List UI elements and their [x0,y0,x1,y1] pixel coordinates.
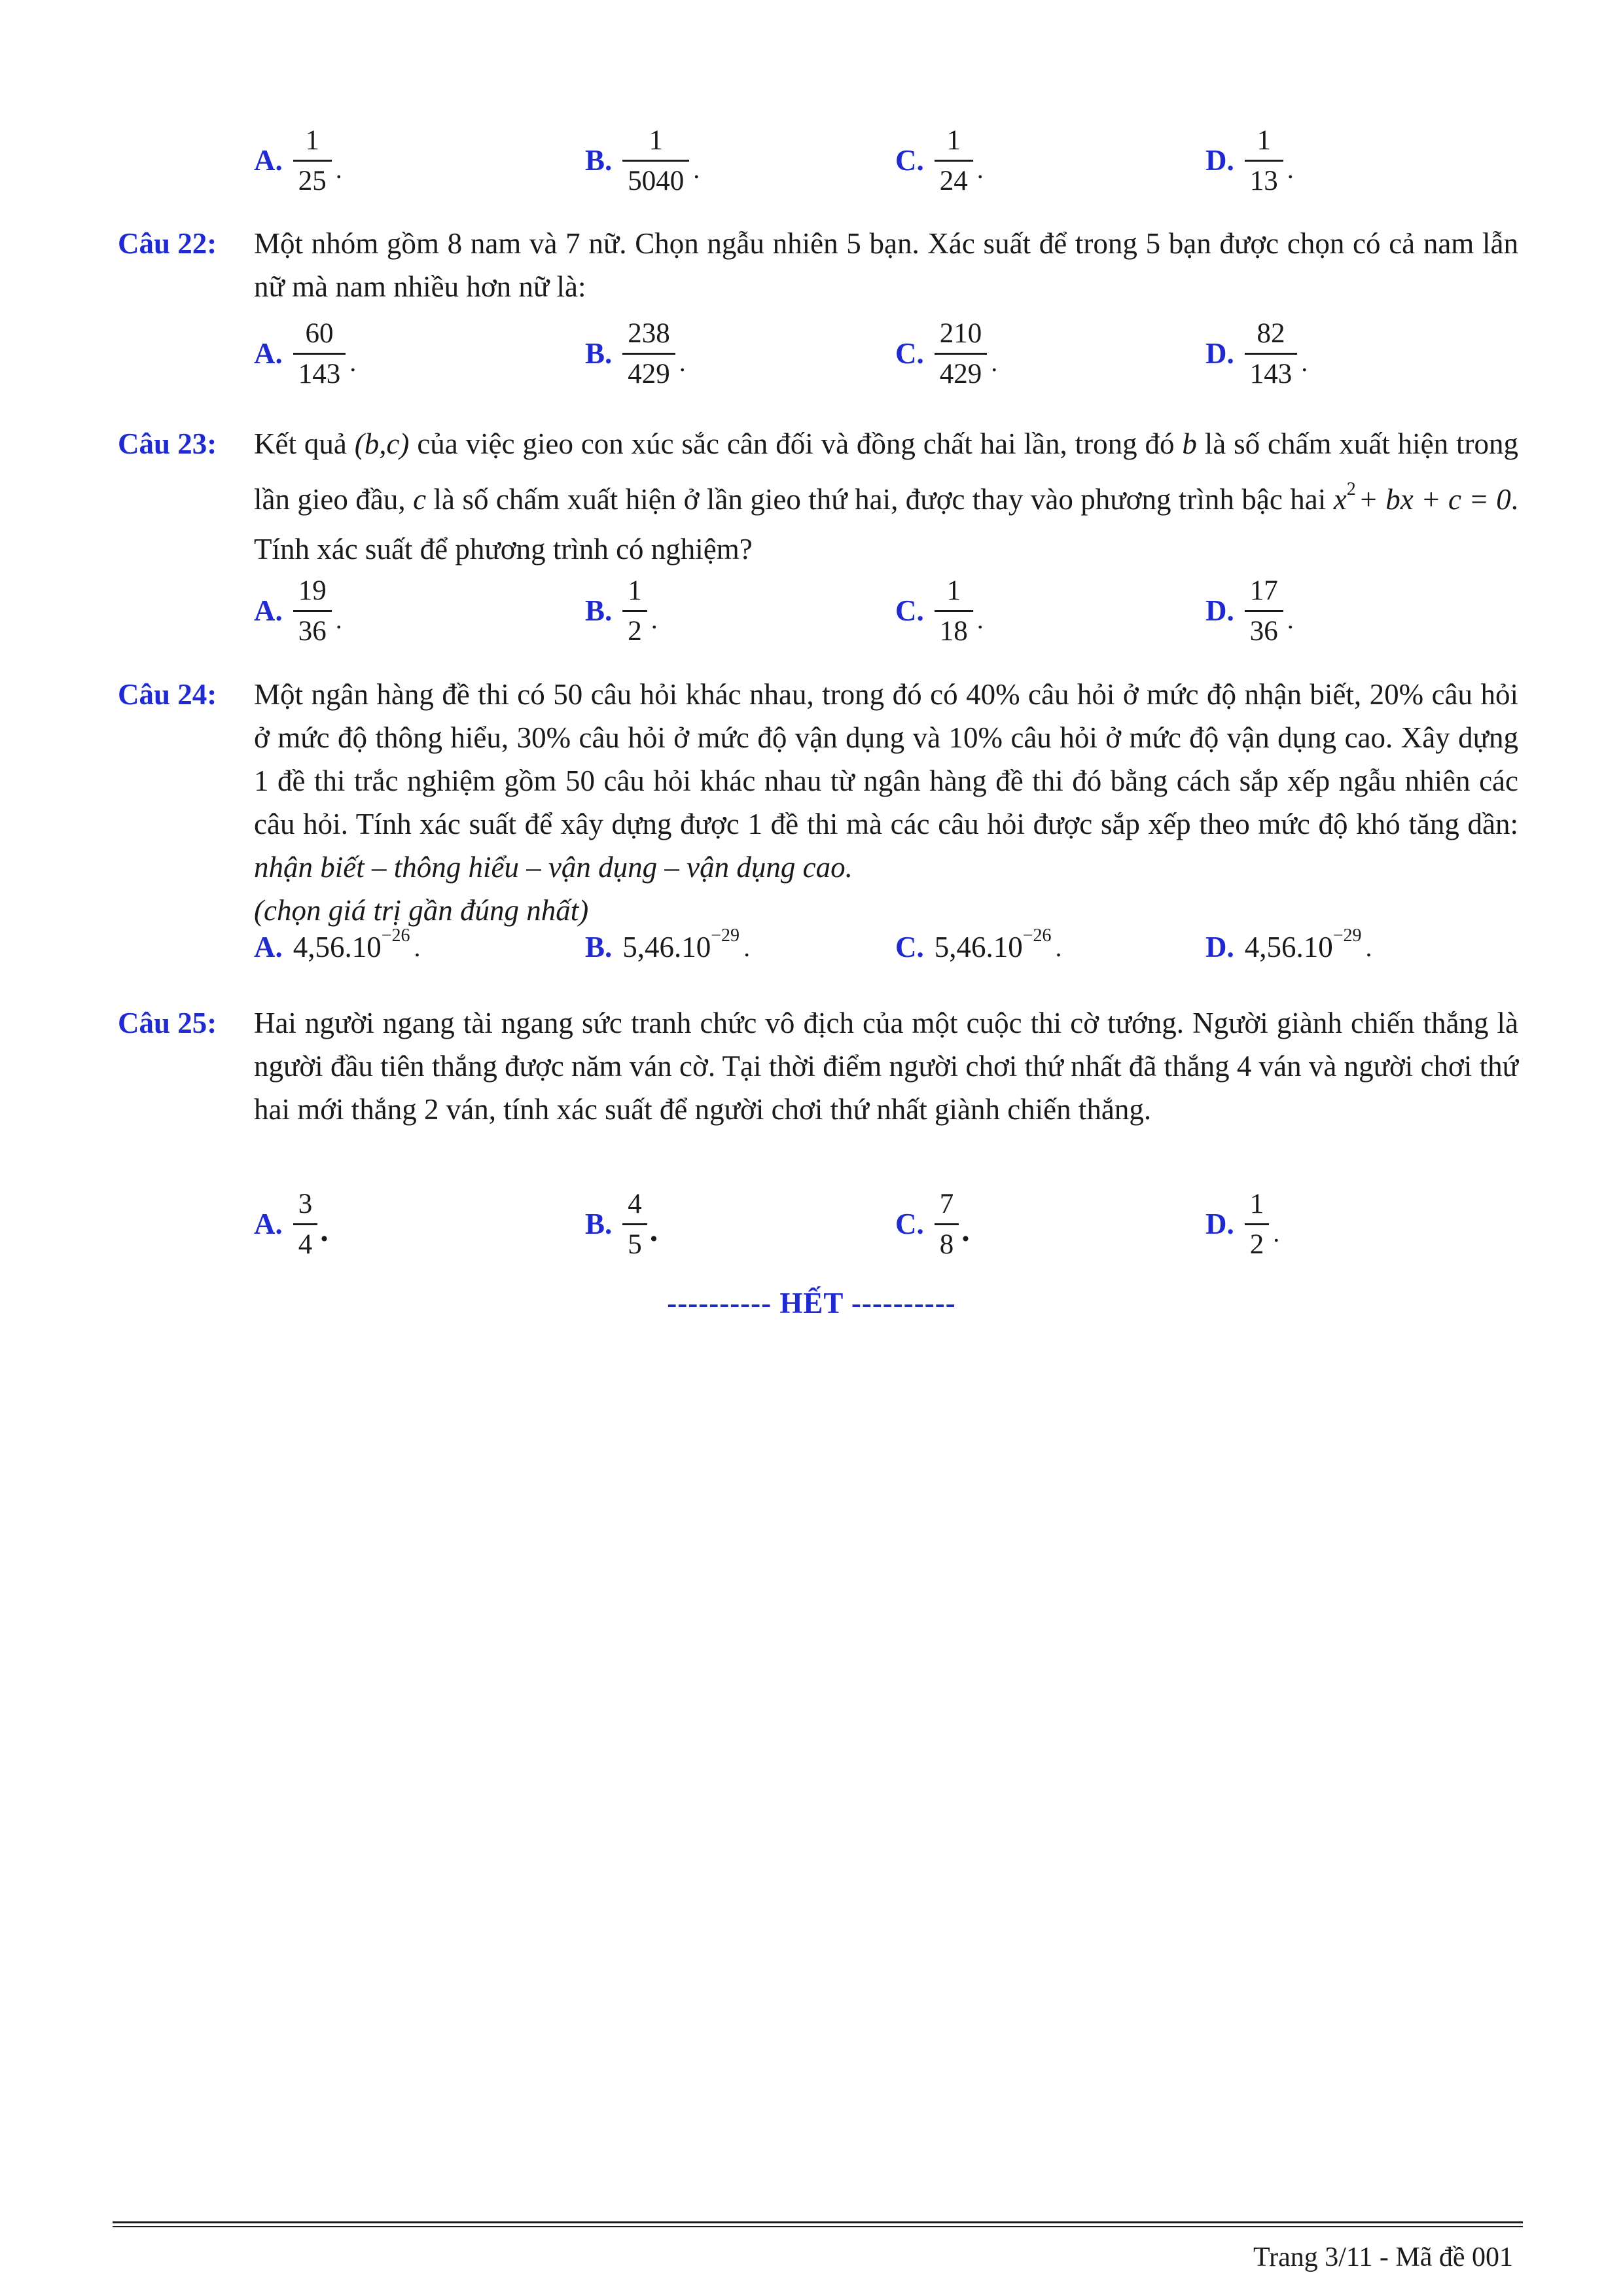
question-23 [118,419,1518,574]
fraction: $\frac{60}{143}$ [293,319,346,388]
q25-option-d[interactable]: D. $\frac{1}{2}$ . [1205,1188,1280,1260]
footer-rule-thin [113,2226,1523,2227]
end-marker: ---------- HẾT ---------- [667,1287,956,1319]
q24-options [254,918,1510,977]
q25-options [254,1181,1510,1266]
scientific-number: $4,56.10^{-26}$ [293,925,410,963]
q24-option-a[interactable]: A. $4,56.10^{-26}$ . [254,925,421,963]
q24-option-b[interactable]: B. $5,46.10^{-29}$ . [585,925,751,963]
fraction: $\frac{3}{4}$ [293,1190,318,1259]
q23-option-c[interactable]: C. $\frac{1}{18}$ . [895,575,984,647]
q21-option-b[interactable]: B. $\frac{1}{5040}$ . [585,124,700,196]
fraction: $\frac{1}{25}$ [293,126,332,195]
fraction: $\frac{1}{5040}$ [622,126,689,195]
q24-option-c[interactable]: C. $5,46.10^{-26}$ . [895,925,1062,963]
fraction: $\frac{4}{5}$ [622,1190,647,1259]
q21-option-a[interactable]: A. $\frac{1}{25}$ . [254,124,342,196]
fraction: $\frac{17}{36}$ [1245,577,1283,645]
q23-option-d[interactable]: D. $\frac{17}{36}$ . [1205,575,1294,647]
question-text: Một ngân hàng đề thi có 50 câu hỏi khác nhau, trong đó có 40% câu hỏi ở mức độ nhận biết, 20% câu hỏi ở mức độ thông hiểu, 30% câu hỏi ở mức độ vận dụng và 10% câu hỏi ở mức độ vận dụng cao. Xây dựng 1 đề thi trắc nghiệm gồm 50 câu hỏi khác nhau từ ngân hàng đề thi đó bằng cách sắp xếp ngẫu nhiên các câu hỏi. Tính xác suất để xây dựng được 1 đề thi mà các câu hỏi được sắp xếp theo mức độ khó tăng dần: nhận biết – thông hiểu – vận dụng – vận dụng cao. (chọn giá trị gần đúng nhất) [254,678,1518,927]
fraction: $\frac{82}{143}$ [1245,319,1298,388]
question-24 [118,673,1518,932]
question-text: Kết quả (b,c) của việc gieo con xúc sắc cân đối và đồng chất hai lần, trong đó b là số chấm xuất hiện trong lần gieo đầu, c là số chấm xuất hiện ở lần gieo thứ hai, được thay vào phương trình bậc hai $x^2$ + bx + c = 0. Tính xác suất để phương trình có nghiệm? [254,427,1519,565]
fraction: $\frac{238}{429}$ [622,319,675,388]
fraction: $\frac{1}{13}$ [1245,126,1283,195]
fraction: $\frac{1}{18}$ [935,577,973,645]
q22-option-b[interactable]: B. $\frac{238}{429}$ . [585,317,686,389]
q23-options [254,568,1510,653]
page-footer: Trang 3/11 - Mã đề 001 [1253,2242,1513,2272]
q23-option-a[interactable]: A. $\frac{19}{36}$ . [254,575,342,647]
fraction: $\frac{19}{36}$ [293,577,332,645]
footer-rule [113,2221,1523,2223]
fraction: $\frac{1}{2}$ [622,577,647,645]
question-label: Câu 24: [118,678,217,711]
q25-option-c[interactable]: C. $\frac{7}{8}$ . [895,1188,970,1260]
question-22 [118,222,1518,308]
scientific-number: $4,56.10^{-29}$ [1244,925,1362,963]
q21-option-d[interactable]: D. $\frac{1}{13}$ . [1205,124,1294,196]
math-equation: $x^2$ + bx + c = 0 [1333,479,1511,516]
question-text: Một nhóm gồm 8 nam và 7 nữ. Chọn ngẫu nhiên 5 bạn. Xác suất để trong 5 bạn được chọn có cả nam lẫn nữ mà nam nhiều hơn nữ là: [254,227,1518,303]
question-label: Câu 22: [118,227,217,260]
question-25 [118,1001,1518,1131]
q23-option-b[interactable]: B. $\frac{1}{2}$ . [585,575,658,647]
q25-option-a[interactable]: A. $\frac{3}{4}$ . [254,1188,329,1260]
question-label: Câu 23: [118,427,217,460]
question-text: Hai người ngang tài ngang sức tranh chức vô địch của một cuộc thi cờ tướng. Người giành chiến thắng là người đầu tiên thắng được năm ván cờ. Tại thời điểm người chơi thứ nhất đã thắng 4 ván và người chơi thứ hai mới thắng 2 ván, tính xác suất để người chơi thứ nhất giành chiến thắng. [254,1007,1518,1126]
math-bc: (b,c) [354,427,410,460]
q22-option-d[interactable]: D. $\frac{82}{143}$ . [1205,317,1308,389]
fraction: $\frac{210}{429}$ [935,319,988,388]
q25-option-b[interactable]: B. $\frac{4}{5}$ . [585,1188,658,1260]
scientific-number: $5,46.10^{-29}$ [622,925,740,963]
fraction: $\frac{1}{2}$ [1245,1190,1270,1259]
q22-option-c[interactable]: C. $\frac{210}{429}$ . [895,317,998,389]
scientific-number: $5,46.10^{-26}$ [934,925,1052,963]
q21-option-c[interactable]: C. $\frac{1}{24}$ . [895,124,984,196]
q22-option-a[interactable]: A. $\frac{60}{143}$ . [254,317,357,389]
q24-option-d[interactable]: D. $4,56.10^{-29}$ . [1205,925,1372,963]
q22-options [254,311,1510,396]
question-label: Câu 25: [118,1007,217,1039]
q21-options [254,118,1510,203]
fraction: $\frac{7}{8}$ [935,1190,959,1259]
fraction: $\frac{1}{24}$ [935,126,973,195]
